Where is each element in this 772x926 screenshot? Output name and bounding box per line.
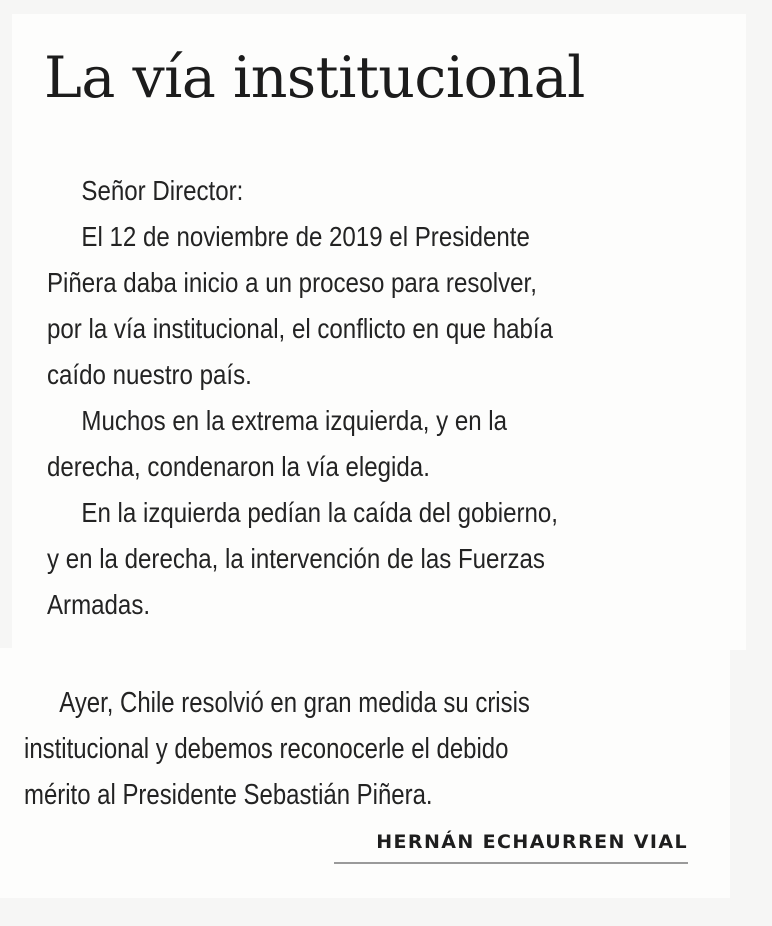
letter-line: Piñera daba inicio a un proceso para resolver,	[47, 267, 537, 298]
letter-line: Señor Director:	[81, 175, 244, 206]
letter-line: por la vía institucional, el conflicto en que había	[47, 313, 554, 344]
letter-body-bottom	[24, 680, 530, 818]
letter-line: y en la derecha, la intervención de las Fuerzas	[47, 543, 545, 574]
letter-line: mérito al Presidente Sebastián Piñera.	[24, 779, 433, 811]
author-signature: HERNÁN ECHAURREN VIAL	[334, 828, 688, 864]
letter-line: Armadas.	[47, 589, 151, 620]
letter-line: Muchos en la extrema izquierda, y en la	[81, 405, 508, 436]
letter-line: El 12 de noviembre de 2019 el Presidente	[81, 221, 530, 252]
article-title: La vía institucional	[44, 45, 585, 111]
letter-line: En la izquierda pedían la caída del gobierno,	[81, 497, 559, 528]
letter-line: Ayer, Chile resolvió en gran medida su crisis	[59, 687, 530, 719]
letter-body-top	[47, 168, 558, 628]
letter-line: derecha, condenaron la vía elegida.	[47, 451, 430, 482]
letter-line: institucional y debemos reconocerle el debido	[24, 733, 509, 765]
letter-line: caído nuestro país.	[47, 359, 252, 390]
